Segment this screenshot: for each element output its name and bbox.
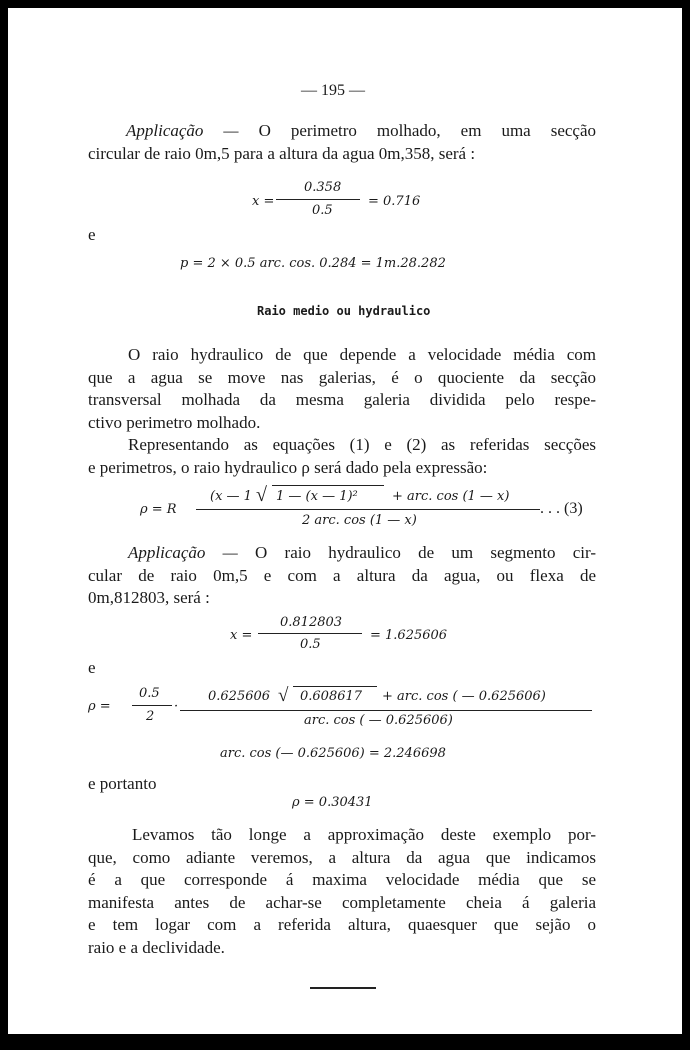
conjunction-e: e bbox=[88, 225, 96, 244]
paragraph-line: raio e a declividade. bbox=[88, 937, 225, 957]
equation-5-factor-numerator: 0.5 bbox=[139, 686, 160, 701]
paragraph-line: O raio hydraulico de que depende a velocidade média com bbox=[128, 345, 596, 364]
equation-x-2-rhs: = 1.625606 bbox=[370, 628, 448, 643]
paragraph-line: Applicação — O raio hydraulico de um segmento cir- bbox=[128, 543, 596, 562]
equation-x-1-numerator: 0.358 bbox=[304, 180, 342, 195]
equation-rho-result: ρ = 0.30431 bbox=[292, 795, 373, 810]
paragraph-line: Representando as equações (1) e (2) as referidas secções bbox=[128, 435, 596, 454]
equation-x-1-rhs: = 0.716 bbox=[368, 194, 421, 209]
square-root-icon: √ bbox=[256, 484, 267, 506]
equation-3-radicand: 1 — (x — 1)² bbox=[276, 489, 358, 504]
paragraph-hydraulic-radius bbox=[88, 344, 596, 434]
paragraph-line: Applicação — O perimetro molhado, em uma secção bbox=[126, 121, 597, 140]
equation-3-lhs: ρ = R bbox=[140, 502, 177, 517]
paragraph-representing bbox=[88, 434, 596, 479]
equation-x-2-numerator: 0.812803 bbox=[280, 615, 343, 630]
paragraph-line: e tem logar com a referida altura, quaesquer que sejão o bbox=[88, 915, 596, 934]
equation-x-1-denominator: 0.5 bbox=[312, 203, 333, 218]
section-heading: Raio medio ou hydraulico bbox=[257, 304, 431, 318]
paragraph-line: Levamos tão longe a approximação deste exemplo por- bbox=[132, 825, 596, 844]
paragraph-line: circular de raio 0m,5 para a altura da agua 0m,358, será : bbox=[88, 143, 476, 163]
fraction-bar bbox=[258, 633, 362, 634]
equation-5-radicand: 0.608617 bbox=[300, 689, 363, 704]
equation-5-numerator-a: 0.625606 bbox=[208, 689, 271, 704]
equation-5-numerator-b: + arc. cos ( — 0.625606) bbox=[382, 689, 546, 704]
application-label: Applicação — bbox=[128, 543, 238, 562]
paragraph-line: ctivo perimetro molhado. bbox=[88, 412, 261, 432]
fraction-bar bbox=[276, 199, 360, 200]
paragraph-conclusion bbox=[88, 824, 596, 959]
paragraph-line: manifesta antes de achar-se completamente cheia á galeria bbox=[88, 892, 596, 912]
application-label: Applicação — bbox=[126, 121, 239, 140]
fraction-bar bbox=[180, 710, 592, 711]
equation-x-2-denominator: 0.5 bbox=[300, 637, 321, 652]
square-root-icon: √ bbox=[278, 685, 289, 706]
equation-3-numerator-b: + arc. cos (1 — x) bbox=[392, 489, 510, 504]
paragraph-line: e perimetros, o raio hydraulico ρ será dado pela expressão: bbox=[88, 457, 488, 477]
fraction-bar bbox=[196, 509, 540, 510]
radical-bar bbox=[272, 485, 384, 486]
paragraph-application-2 bbox=[88, 542, 596, 610]
equation-5-factor-denominator: 2 bbox=[146, 709, 155, 724]
paragraph-line: que, como adiante veremos, a altura da agua que indicamos bbox=[88, 847, 596, 867]
paragraph-line: 0m,812803, será : bbox=[88, 588, 210, 607]
conjunction-e: e bbox=[88, 658, 96, 677]
paragraph-application-1 bbox=[88, 120, 596, 165]
equation-x-1-lhs: x = bbox=[252, 194, 275, 209]
paragraph-line: que a agua se move nas galerias, é o quociente da secção bbox=[88, 367, 596, 387]
equation-perimeter: p = 2 × 0.5 arc. cos. 0.284 = 1m.28.282 bbox=[180, 256, 446, 271]
fraction-bar bbox=[132, 705, 172, 706]
equation-arc-cos: arc. cos (— 0.625606) = 2.246698 bbox=[220, 746, 446, 761]
end-rule bbox=[310, 987, 376, 989]
paragraph-line: transversal molhada da mesma galeria dividida pelo respe- bbox=[88, 390, 596, 409]
page-number: — 195 — bbox=[301, 82, 365, 99]
paragraph-line: é a que corresponde á maxima velocidade média que se bbox=[88, 870, 596, 889]
equation-3-numerator-a: (x — 1 bbox=[210, 489, 252, 504]
equation-5-dot: · bbox=[174, 699, 179, 714]
equation-5-denominator: arc. cos ( — 0.625606) bbox=[304, 713, 453, 728]
paragraph-line: cular de raio 0m,5 e com a altura da agua, ou flexa de bbox=[88, 565, 596, 585]
equation-5-lhs: ρ = bbox=[88, 699, 111, 714]
equation-3-denominator: 2 arc. cos (1 — x) bbox=[302, 513, 417, 528]
book-page bbox=[8, 8, 682, 1034]
equation-3-tag: . . . (3) bbox=[540, 500, 583, 517]
e-portanto-label: e portanto bbox=[88, 774, 157, 793]
radical-bar bbox=[293, 686, 377, 687]
equation-x-2-lhs: x = bbox=[230, 628, 253, 643]
